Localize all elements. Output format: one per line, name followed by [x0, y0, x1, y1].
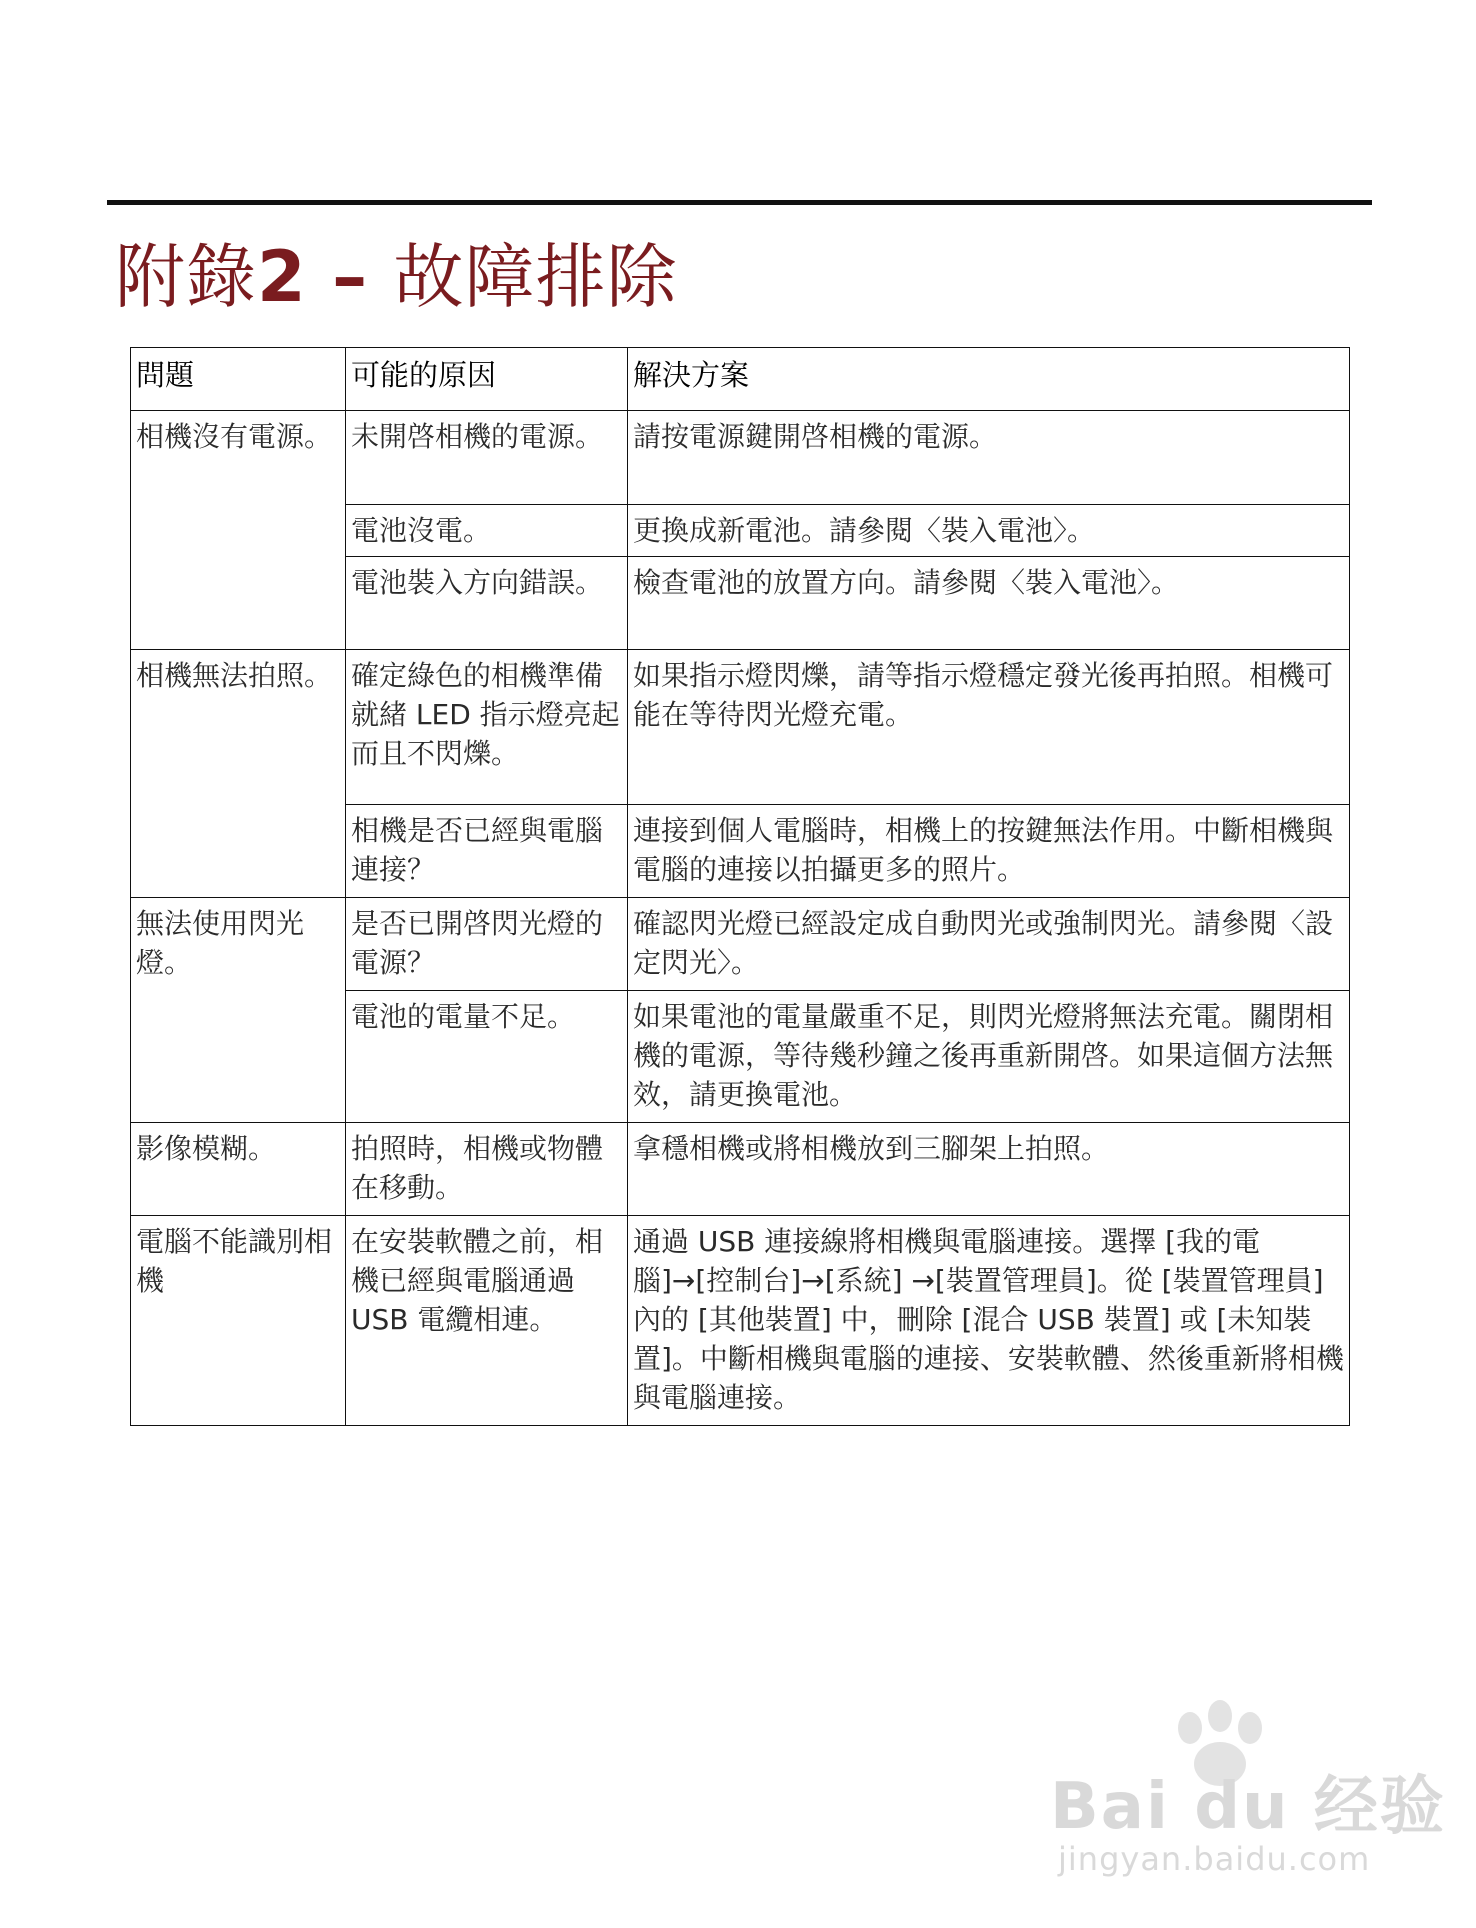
- problem-cell: 相機無法拍照。: [131, 650, 346, 898]
- solution-cell: 檢查電池的放置方向。請參閱〈裝入電池〉。: [628, 557, 1350, 650]
- cause-cell: 電池的電量不足。: [346, 991, 628, 1123]
- cause-cell: 在安裝軟體之前，相機已經與電腦通過 USB 電纜相連。: [346, 1216, 628, 1426]
- table-header-row: [131, 348, 1350, 411]
- page-title: [115, 232, 677, 322]
- cause-cell: 未開啓相機的電源。: [346, 411, 628, 505]
- solution-cell: 如果指示燈閃爍，請等指示燈穩定發光後再拍照。相機可能在等待閃光燈充電。: [628, 650, 1350, 805]
- solution-cell: 拿穩相機或將相機放到三腳架上拍照。: [628, 1123, 1350, 1216]
- cause-cell: 是否已開啓閃光燈的電源？: [346, 898, 628, 991]
- problem-cell: 相機沒有電源。: [131, 411, 346, 650]
- table-row: [131, 898, 1350, 991]
- solution-cell: 通過 USB 連接線將相機與電腦連接。選擇 [我的電腦]→[控制台]→[系統] →[裝置管理員]。從 [裝置管理員] 內的 [其他裝置] 中，刪除 [混合 USB 裝置] 或 [未知裝置]。中斷相機與電腦的連接、安裝軟體、然後重新將相機與電腦連接。: [628, 1216, 1350, 1426]
- solution-cell: 如果電池的電量嚴重不足，則閃光燈將無法充電。關閉相機的電源，等待幾秒鐘之後再重新開啓。如果這個方法無效，請更換電池。: [628, 991, 1350, 1123]
- solution-cell: 確認閃光燈已經設定成自動閃光或強制閃光。請參閱〈設定閃光〉。: [628, 898, 1350, 991]
- cause-cell: 確定綠色的相機準備就緒 LED 指示燈亮起而且不閃爍。: [346, 650, 628, 805]
- problem-cell: 影像模糊。: [131, 1123, 346, 1216]
- solution-cell: 連接到個人電腦時，相機上的按鍵無法作用。中斷相機與電腦的連接以拍攝更多的照片。: [628, 805, 1350, 898]
- top-rule: [107, 200, 1372, 205]
- problem-cell: 電腦不能識別相機: [131, 1216, 346, 1426]
- troubleshooting-table: [130, 347, 1350, 1426]
- cause-cell: 電池裝入方向錯誤。: [346, 557, 628, 650]
- cause-cell: 電池沒電。: [346, 505, 628, 557]
- cause-cell: 拍照時，相機或物體在移動。: [346, 1123, 628, 1216]
- header-cause: 可能的原因: [346, 348, 628, 411]
- header-solution: 解決方案: [628, 348, 1350, 411]
- table-row: [131, 1123, 1350, 1216]
- title-prefix: 附錄: [115, 236, 257, 318]
- title-suffix: 故障排除: [393, 236, 678, 318]
- solution-cell: 請按電源鍵開啓相機的電源。: [628, 411, 1350, 505]
- title-number: 2: [257, 236, 307, 318]
- solution-cell: 更換成新電池。請參閱〈裝入電池〉。: [628, 505, 1350, 557]
- title-dash: –: [306, 236, 394, 318]
- table-row: [131, 650, 1350, 805]
- cause-cell: 相機是否已經與電腦連接？: [346, 805, 628, 898]
- baidu-watermark: [1040, 1700, 1446, 1900]
- watermark-url: jingyan.baidu.com: [1058, 1840, 1371, 1878]
- watermark-brand: Bai du 经验: [1050, 1770, 1446, 1844]
- header-problem: 問題: [131, 348, 346, 411]
- table-row: [131, 1216, 1350, 1426]
- problem-cell: 無法使用閃光燈。: [131, 898, 346, 1123]
- table-row: [131, 411, 1350, 505]
